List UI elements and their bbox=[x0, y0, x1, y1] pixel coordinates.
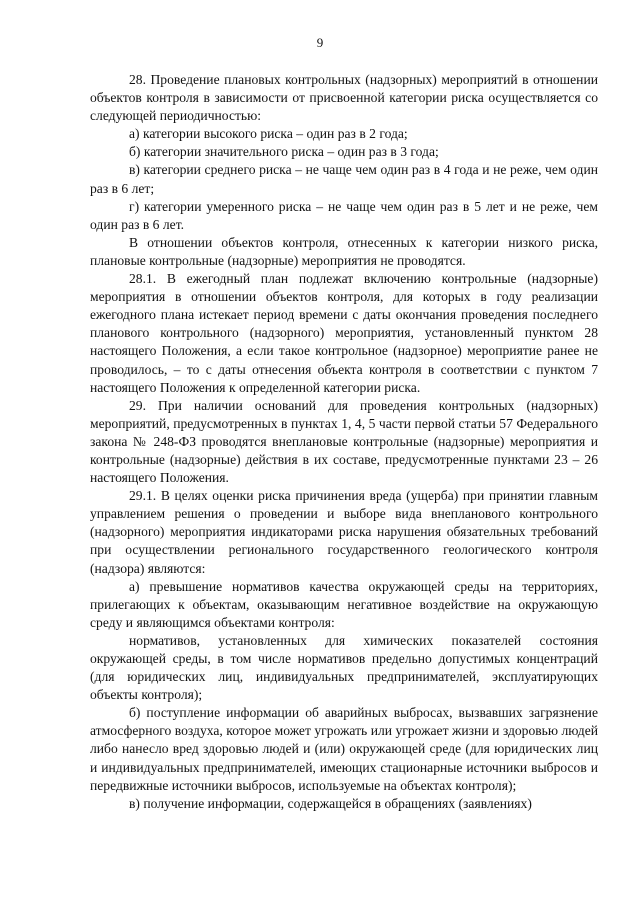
indicator-a: а) превышение нормативов качества окружающей среды на территориях, прилегающих к объектам, оказывающим негативное воздействие на окружающую среду и являющимся объектами контроля: bbox=[90, 578, 598, 630]
paragraph-28: 28. Проведение плановых контрольных (надзорных) мероприятий в отношении объектов контроля в зависимости от присвоенной категории риска осуществляется со следующей периодичностью: bbox=[90, 72, 598, 124]
list-item-b: б) категории значительного риска – один раз в 3 года; bbox=[129, 144, 439, 160]
page-number: 9 bbox=[316, 35, 324, 50]
indicator-a-norms: нормативов, установленных для химических показателей состояния окружающей среды, в том числе нормативов предельно допустимых концентраций (для юридических лиц, индивидуальных предпринимателей, эксплуатирующих объекты контроля); bbox=[90, 632, 598, 703]
list-item-a: а) категории высокого риска – один раз в 2 года; bbox=[129, 126, 408, 142]
list-item-v: в) категории среднего риска – не чаще чем один раз в 4 года и не реже, чем один раз в 6 лет; bbox=[90, 162, 598, 196]
indicator-v: в) получение информации, содержащейся в обращениях (заявлениях) bbox=[129, 795, 532, 811]
paragraph-29-1: 29.1. В целях оценки риска причинения вреда (ущерба) при принятии главным управлением решения о проведении и выборе вида внепланового контрольного (надзорного) мероприятия индикаторами риска нарушения обязательных требований при осуществлении регионального государственного геологического контроля (надзора) являются: bbox=[90, 488, 598, 576]
paragraph-low-risk: В отношении объектов контроля, отнесенных к категории низкого риска, плановые контрольные (надзорные) мероприятия не проводятся. bbox=[90, 234, 598, 268]
indicator-b: б) поступление информации об аварийных выбросах, вызвавших загрязнение атмосферного воздуха, которое может угрожать или угрожает жизни и здоровью людей либо нанесло вред здоровью людей и (или) окружающей среде (для юридических лиц и индивидуальных предпринимателей, имеющих стационарные источники выбросов и передвижные источники выбросов, используемые на объектах контроля); bbox=[90, 705, 598, 793]
document-body bbox=[90, 71, 598, 813]
list-item-g: г) категории умеренного риска – не чаще чем один раз в 5 лет и не реже, чем один раз в 6 лет. bbox=[90, 198, 598, 232]
paragraph-28-1: 28.1. В ежегодный план подлежат включению контрольные (надзорные) мероприятия в отношении объектов контроля, для которых в году реализации ежегодного плана истекает период времени с даты окончания проведения последнего планового контрольного (надзорного) мероприятия, установленный пунктом 28 настоящего Положения, а если такое контрольное (надзорное) мероприятие ранее не проводилось, – то с даты отнесения объекта контроля в соответствии с пунктом 7 настоящего Положения к определенной категории риска. bbox=[90, 271, 598, 395]
paragraph-29: 29. При наличии оснований для проведения контрольных (надзорных) мероприятий, предусмотренных в пунктах 1, 4, 5 части первой статьи 57 Федерального закона № 248-ФЗ проводятся внеплановые контрольные (надзорные) мероприятия и контрольные (надзорные) действия в их составе, предусмотренные пунктами 23 – 26 настоящего Положения. bbox=[90, 397, 598, 486]
